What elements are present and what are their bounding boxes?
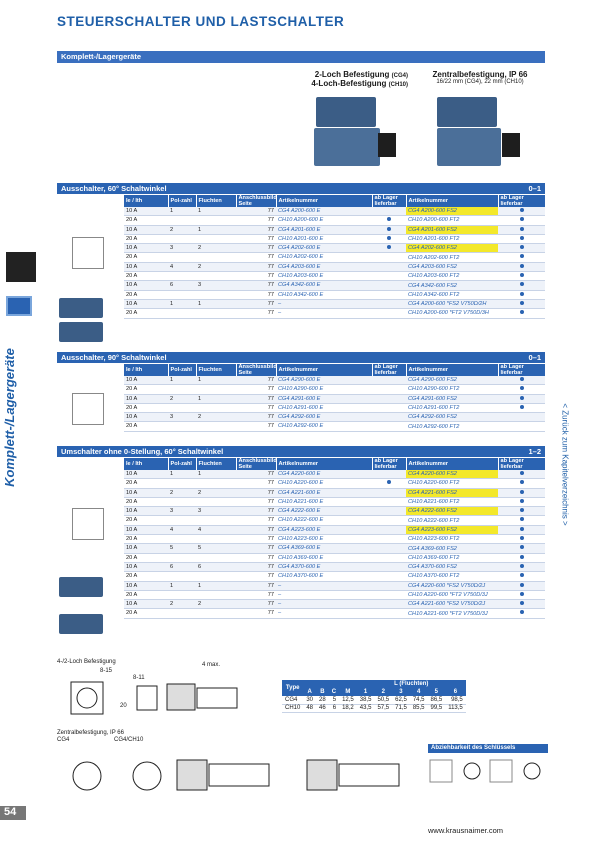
col-anschl: Anschlussbild Seite (236, 364, 276, 376)
table-row: 10 A 5 5 77 CG4 A369-600 E CG4 A369-600 FS2 (124, 544, 545, 553)
col-flu: Fluchten (196, 195, 236, 207)
table-row: 20 A 77 – CH10 A221-600 *FT2 V750D/3J (124, 609, 545, 618)
col-flu: Fluchten (196, 364, 236, 376)
col-art: Artikelnummer (406, 458, 498, 470)
dim-label-central: Zentralbefestigung, IP 66 (57, 730, 124, 736)
table-row: 10 A 3 2 77 CG4 A202-600 E CG4 A202-600 FS2 (124, 244, 545, 253)
key-header: Abziehbarkeit des Schlüssels (428, 744, 548, 753)
table-row: 10 A 2 1 77 CG4 A201-600 E CG4 A201-600 FS2 (124, 225, 545, 234)
col-anschl: Anschlussbild Seite (236, 458, 276, 470)
page-title: STEUERSCHALTER UND LASTSCHALTER (57, 14, 345, 29)
product-photo (59, 298, 103, 318)
table-row: 20 A 77 CH10 A202-600 E CH10 A202-600 FT2 (124, 253, 545, 262)
spec-table (124, 195, 546, 319)
table-row: 20 A 77 CH10 A200-600 E CH10 A200-600 FT2 (124, 216, 545, 225)
product-photo (59, 614, 103, 634)
table-row: 10 A 2 2 77 CG4 A221-600 E CG4 A221-600 FS2 (124, 488, 545, 497)
enclosure-icon (6, 252, 36, 282)
table-row: 20 A 77 CH10 A369-600 E CH10 A369-600 FT2 (124, 553, 545, 562)
key-diagram (428, 756, 548, 790)
table-row: 10 A 6 3 77 CG4 A342-600 E CG4 A342-600 FS2 (124, 281, 545, 290)
table-row: 20 A 77 CH10 A342-600 E CH10 A342-600 FT2 (124, 290, 545, 299)
table-row: 10 A 1 1 77 CG4 A220-600 E CG4 A220-600 FS2 (124, 470, 545, 479)
dim-label-holes: 4-/2-Loch Befestigung (57, 659, 116, 665)
switch-symbol (72, 508, 104, 540)
table-row: 20 A 77 CH10 A222-600 E CH10 A222-600 FT2 (124, 516, 545, 525)
col-lager: ab Lager lieferbar (372, 458, 406, 470)
table-row: 10 A 2 1 77 CG4 A291-600 E CG4 A291-600 FS2 (124, 394, 545, 403)
table-row: 20 A 77 – CH10 A200-600 *FT2 V750D/3H (124, 309, 545, 318)
switch-symbol (72, 393, 104, 425)
table-row: 10 A 4 4 77 CG4 A223-600 E CG4 A223-600 FS2 (124, 525, 545, 534)
section-bar-2: Ausschalter, 90° Schaltwinkel 0–1 (57, 352, 545, 363)
panel-icon (6, 296, 32, 316)
dim-value: 4 max. (202, 662, 221, 668)
header-mounting: 2-Loch Befestigung (CG4) 4-Loch-Befestigung (CH10) (311, 70, 408, 88)
product-photo (59, 322, 103, 342)
spec-table (124, 458, 546, 619)
col-lager: ab Lager lieferbar (498, 458, 545, 470)
col-lager: ab Lager lieferbar (498, 195, 545, 207)
col-lager: ab Lager lieferbar (498, 364, 545, 376)
table-row: 10 A 1 1 77 CG4 A200-600 E CG4 A200-600 FS2 (124, 207, 545, 216)
table-row: CH10 48 46 6 18,2 43,5 57,5 71,5 85,5 99,5 113,5 (282, 704, 466, 712)
spec-table (124, 364, 546, 432)
footer-url[interactable]: www.krausnaimer.com (428, 826, 504, 835)
table-row: 10 A 3 2 77 CG4 A292-600 E CG4 A292-600 FS2 (124, 413, 545, 422)
col-ie: Ie / Ith (124, 364, 168, 376)
back-link[interactable]: < Zurück zum Kapitelverzeichnis > (560, 403, 570, 526)
col-art: Artikelnummer (406, 364, 498, 376)
table-row: 20 A 77 CH10 A221-600 E CH10 A221-600 FT2 (124, 497, 545, 506)
col-pol: Pol-zahl (168, 195, 196, 207)
mounting-drawing (57, 668, 277, 728)
dim-label: CG4 (57, 737, 70, 743)
product-photo (314, 128, 380, 166)
table-row: 20 A 77 CH10 A370-600 E CH10 A370-600 FT2 (124, 572, 545, 581)
product-photo (437, 97, 497, 127)
table-row: 10 A 2 2 77 – CG4 A221-600 *FS2 V750D/2J (124, 600, 545, 609)
table-row: 20 A 77 CH10 A290-600 E CH10 A290-600 FT2 (124, 385, 545, 394)
col-ie: Ie / Ith (124, 195, 168, 207)
table-row: 20 A 77 CH10 A292-600 E CH10 A292-600 FT2 (124, 422, 545, 431)
product-photo (378, 133, 396, 157)
col-flu: Fluchten (196, 458, 236, 470)
table-row: 20 A 77 CH10 A291-600 E CH10 A291-600 FT2 (124, 403, 545, 412)
table-row: 20 A 77 CH10 A201-600 E CH10 A201-600 FT2 (124, 234, 545, 243)
product-photo (316, 97, 376, 127)
dim-value: 20 (120, 703, 127, 709)
dim-value: 8-11 (133, 675, 145, 681)
header-central: Zentralbefestigung, IP 66 16/22 mm (CG4), 22 mm (CH10) (432, 70, 528, 85)
dim-value: 8-15 (100, 668, 113, 674)
section-bar-3: Umschalter ohne 0-Stellung, 60° Schaltwinkel 1–2 (57, 446, 545, 457)
table-row: 10 A 3 3 77 CG4 A222-600 E CG4 A222-600 FS2 (124, 507, 545, 516)
product-photo (59, 577, 103, 597)
table-row: 10 A 6 6 77 CG4 A370-600 E CG4 A370-600 FS2 (124, 562, 545, 571)
table-row: 20 A 77 CH10 A203-600 E CH10 A203-600 FT2 (124, 272, 545, 281)
col-ie: Ie / Ith (124, 458, 168, 470)
side-label: Komplett-/Lagergeräte (1, 348, 17, 487)
table-row: 10 A 1 1 77 – CG4 A200-600 *FS2 V750D/2H (124, 299, 545, 308)
section-bar-1: Ausschalter, 60° Schaltwinkel 0–1 (57, 183, 545, 194)
col-art: Artikelnummer (276, 458, 372, 470)
dimension-table: Type L (Fluchten) A B C M 1 2 3 4 5 6 CG4 30 28 5 12,5 38,5 50,5 62,5 74,5 86,5 98,5 CH10 48 46 6 18,2 43,5 57,5 71,5 85,5 99,5 113,5 (282, 680, 466, 713)
col-pol: Pol-zahl (168, 364, 196, 376)
switch-symbol (72, 237, 104, 269)
section-header: Komplett-/Lagergeräte (57, 51, 545, 63)
table-row: 20 A 77 CH10 A220-600 E CH10 A220-600 FT2 (124, 479, 545, 488)
col-art: Artikelnummer (406, 195, 498, 207)
table-row: CG4 30 28 5 12,5 38,5 50,5 62,5 74,5 86,5 98,5 (282, 696, 466, 704)
col-anschl: Anschlussbild Seite (236, 195, 276, 207)
product-photo (437, 128, 501, 166)
dim-label: CG4/CH10 (114, 737, 144, 743)
page-number: 54 (0, 806, 26, 820)
col-art: Artikelnummer (276, 364, 372, 376)
col-lager: ab Lager lieferbar (372, 364, 406, 376)
table-row: 10 A 4 2 77 CG4 A203-600 E CG4 A203-600 FS2 (124, 262, 545, 271)
product-photo (502, 133, 520, 157)
table-row: 20 A 77 – CH10 A220-600 *FT2 V750D/3J (124, 590, 545, 599)
table-row: 10 A 1 1 77 CG4 A290-600 E CG4 A290-600 FS2 (124, 376, 545, 385)
table-row: 20 A 77 CH10 A223-600 E CH10 A223-600 FT2 (124, 535, 545, 544)
table-row: 10 A 1 1 77 – CG4 A220-600 *FS2 V750D/2J (124, 581, 545, 590)
col-pol: Pol-zahl (168, 458, 196, 470)
col-art: Artikelnummer (276, 195, 372, 207)
col-lager: ab Lager lieferbar (372, 195, 406, 207)
